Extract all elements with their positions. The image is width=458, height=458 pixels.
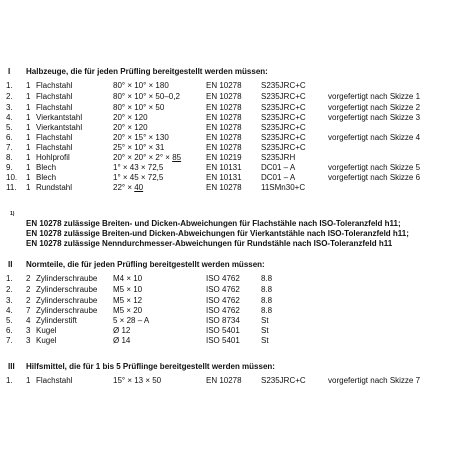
row-name: Rundstahl [36,183,73,192]
row-qty: 2 [26,274,31,283]
row-note: vorgefertigt nach Skizze 4 [328,133,421,142]
row-qty: 1 [26,143,31,152]
row-name: Zylinderschraube [36,274,98,283]
row-material: S235JRH [261,153,296,162]
row-name: Zylinderschraube [36,285,98,294]
row-dimension: 15° × 13 × 50 [113,376,162,385]
row-material: St [261,326,269,335]
row-name: Flachstahl [36,81,73,90]
row-name: Kugel [36,336,57,345]
row-norm: ISO 4762 [206,274,240,283]
row-norm: EN 10219 [206,153,242,162]
row-dimension: 20° × 120 [113,123,148,132]
row-qty: 1 [26,113,31,122]
row-qty: 7 [26,306,31,315]
row-dimension: 1° × 43 × 72,5 [113,163,164,172]
row-dimension: 25° × 10° × 31 [113,143,165,152]
row-dimension: 80° × 10° × 50–0,2 [113,92,180,101]
section-1-title: Halbzeuge, die für jeden Prüfling bereitgestellt werden müssen: [26,67,268,76]
row-dimension: 5 × 28 – A [113,316,150,325]
row-norm: EN 10278 [206,113,242,122]
row-material: DC01 – A [261,163,296,172]
row-dimension: M5 × 10 [113,285,143,294]
row-dimension: 20° × 15° × 130 [113,133,169,142]
row-name: Zylinderschraube [36,306,98,315]
row-qty: 3 [26,326,31,335]
row-number: 1. [6,376,13,385]
footnote-line: EN 10278 zulässige Breiten- und Dicken-Abweichungen für Flachstähle nach ISO-Toleranzfeld h11; [26,219,401,228]
row-name: Blech [36,163,57,172]
row-name: Vierkantstahl [36,113,83,122]
row-norm: ISO 4762 [206,285,240,294]
row-name: Flachstahl [36,143,73,152]
row-material: 11SMn30+C [261,183,306,192]
row-dimension: 80° × 10° × 50 [113,103,165,112]
row-norm: EN 10131 [206,173,242,182]
row-norm: EN 10278 [206,123,242,132]
row-number: 1. [6,274,13,283]
row-norm: ISO 4762 [206,296,240,305]
row-number: 1. [6,81,13,90]
row-qty: 3 [26,336,31,345]
row-norm: ISO 4762 [206,306,240,315]
row-name: Flachstahl [36,133,73,142]
row-qty: 1 [26,103,31,112]
row-note: vorgefertigt nach Skizze 2 [328,103,421,112]
row-dimension: 80° × 10° × 180 [113,81,169,90]
row-norm: EN 10278 [206,92,242,101]
row-name: Blech [36,173,57,182]
row-qty: 1 [26,92,31,101]
row-number: 8. [6,153,13,162]
dimension-underlined: 40 [134,183,144,192]
row-number: 2. [6,285,13,294]
row-material: DC01 – A [261,173,296,182]
row-norm: EN 10278 [206,143,242,152]
row-norm: ISO 5401 [206,336,240,345]
row-material: S235JRC+C [261,113,306,122]
row-qty: 1 [26,123,31,132]
row-name: Flachstahl [36,376,73,385]
row-number: 6. [6,133,13,142]
row-material: S235JRC+C [261,103,306,112]
row-note: vorgefertigt nach Skizze 3 [328,113,421,122]
footnote-mark: 1) [10,211,15,217]
row-name: Vierkantstahl [36,123,83,132]
row-qty: 1 [26,163,31,172]
section-2-number: II [8,260,13,269]
section-3-number: III [8,362,15,371]
row-number: 3. [6,103,13,112]
row-norm: EN 10131 [206,163,242,172]
row-qty: 1 [26,81,31,90]
row-note: vorgefertigt nach Skizze 7 [328,376,421,385]
row-name: Zylinderstift [36,316,77,325]
row-qty: 4 [26,316,31,325]
row-norm: EN 10278 [206,103,242,112]
footnote-line: EN 10278 zulässige Breiten-und Dicken-Abweichungen für Vierkantstähle nach ISO-Toleranzfeld h11; [26,229,409,238]
section-1-number: I [8,67,11,76]
row-material: S235JRC+C [261,143,306,152]
row-material: 8.8 [261,296,273,305]
row-dimension: 22° × 40 [113,183,144,192]
row-number: 5. [6,316,13,325]
row-dimension: M4 × 10 [113,274,143,283]
row-number: 7. [6,336,13,345]
row-norm: EN 10278 [206,133,242,142]
row-name: Flachstahl [36,92,73,101]
row-name: Hohlprofil [36,153,70,162]
row-material: S235JRC+C [261,376,306,385]
row-number: 10. [6,173,18,182]
row-dimension: 20° × 20° × 2° × 85 [113,153,182,162]
row-number: 7. [6,143,13,152]
row-qty: 1 [26,133,31,142]
row-number: 2. [6,92,13,101]
row-material: 8.8 [261,306,273,315]
row-norm: ISO 8734 [206,316,240,325]
row-note: vorgefertigt nach Skizze 6 [328,173,421,182]
row-qty: 2 [26,296,31,305]
row-note: vorgefertigt nach Skizze 1 [328,92,421,101]
row-material: 8.8 [261,285,273,294]
row-number: 5. [6,123,13,132]
section-3-title: Hilfsmittel, die für 1 bis 5 Prüflinge bereitgestellt werden müssen: [26,362,275,371]
row-qty: 1 [26,173,31,182]
row-number: 3. [6,296,13,305]
row-material: 8.8 [261,274,273,283]
row-material: S235JRC+C [261,81,306,90]
row-dimension: Ø 12 [113,326,131,335]
row-dimension: 1° × 45 × 72,5 [113,173,164,182]
row-number: 4. [6,113,13,122]
row-material: S235JRC+C [261,92,306,101]
row-name: Flachstahl [36,103,73,112]
row-dimension: M5 × 12 [113,296,143,305]
footnote-line: EN 10278 zulässige Nenndurchmesser-Abweichungen für Rundstähle nach ISO-Toleranzfeld h11 [26,239,393,248]
row-qty: 1 [26,183,31,192]
row-qty: 1 [26,376,31,385]
row-name: Zylinderschraube [36,296,98,305]
row-dimension: Ø 14 [113,336,131,345]
row-qty: 1 [26,153,31,162]
row-note: vorgefertigt nach Skizze 5 [328,163,421,172]
row-number: 6. [6,326,13,335]
row-norm: EN 10278 [206,81,242,90]
row-material: St [261,316,269,325]
row-norm: EN 10278 [206,376,242,385]
row-norm: EN 10278 [206,183,242,192]
row-material: St [261,336,269,345]
row-qty: 2 [26,285,31,294]
section-2-title: Normteile, die für jeden Prüfling bereitgestellt werden müssen: [26,260,265,269]
row-name: Kugel [36,326,57,335]
row-number: 4. [6,306,13,315]
row-norm: ISO 5401 [206,326,240,335]
dimension-underlined: 85 [172,153,182,162]
row-number: 11. [6,183,17,192]
row-dimension: 20° × 120 [113,113,148,122]
row-number: 9. [6,163,13,172]
row-material: S235JRC+C [261,133,306,142]
row-material: S235JRC+C [261,123,306,132]
row-dimension: M5 × 20 [113,306,143,315]
